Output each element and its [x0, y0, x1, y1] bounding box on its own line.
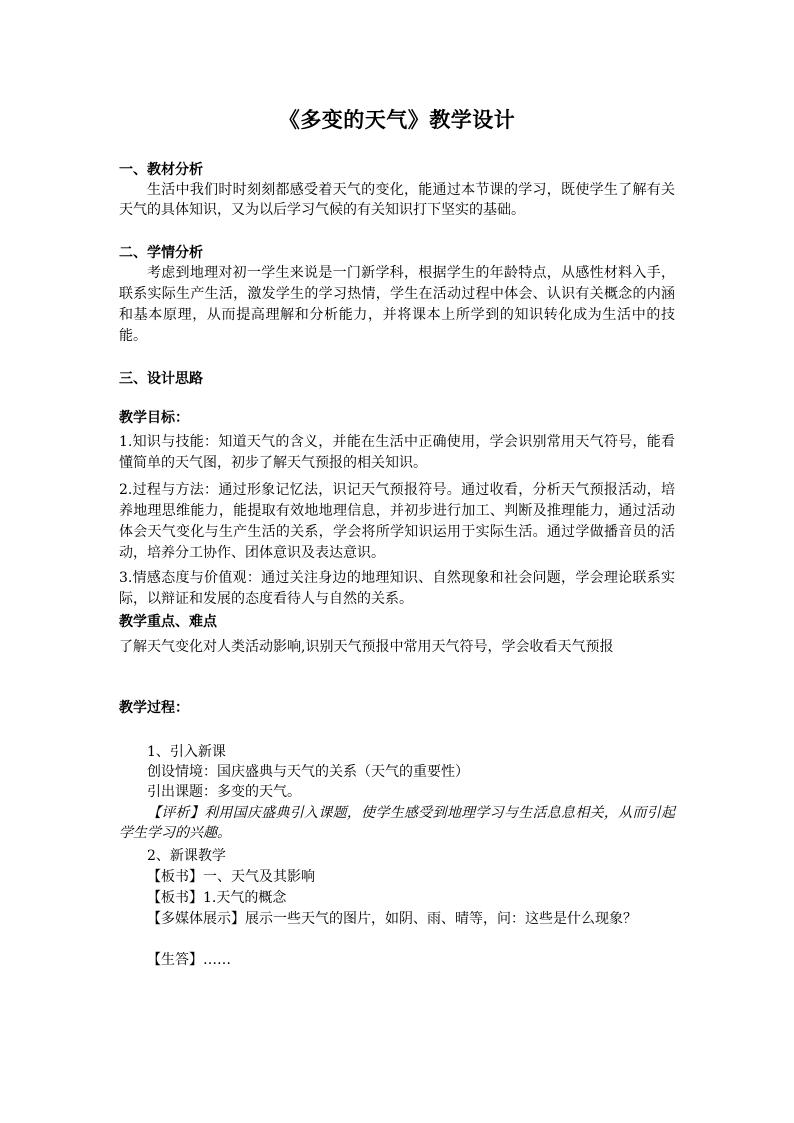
process-board-1: 【板书】一、天气及其影响	[147, 869, 315, 885]
process-comment: 【评析】利用国庆盛典引入课题，使学生感受到地理学习与生活息息相关，从而引起学生学习的兴趣。	[119, 805, 675, 841]
goal-item-process: 2.过程与方法：通过形象记忆法，识记天气预报符号。通过收看，分析天气预报活动，培养地理思维能力，能提取有效地地理信息，并初步进行加工、判断及推理能力，通过活动体会天气变化与生产生活的关系，学会将所学知识运用于实际生活。通过学做播音员的活动，培养分工协作、团体意识及表达意识。	[119, 482, 675, 561]
section-heading-textbook-analysis: 一、教材分析	[119, 162, 203, 178]
key-points-heading: 教学重点、难点	[119, 614, 217, 630]
goal-item-knowledge: 1.知识与技能：知道天气的含义，并能在生活中正确使用，学会识别常用天气符号，能看懂简单的天气图，初步了解天气预报的相关知识。	[119, 434, 675, 471]
section-heading-student-analysis: 二、学情分析	[119, 245, 203, 261]
process-board-2: 【板书】1.天气的概念	[147, 890, 287, 906]
section-body-textbook-analysis: 生活中我们时时刻刻都感受着天气的变化，能通过本节课的学习，既使学生了解有关天气的具体知识，又为以后学习气候的有关知识打下坚实的基础。	[119, 182, 675, 218]
process-scenario: 创设情境：国庆盛典与天气的关系（天气的重要性）	[147, 764, 469, 780]
process-topic: 引出课题：多变的天气。	[147, 784, 301, 800]
process-step-intro: 1、引入新课	[147, 744, 226, 760]
goal-item-attitude: 3.情感态度与价值观：通过关注身边的地理知识、自然现象和社会问题，学会理论联系实际，以辩证和发展的态度看待人与自然的关系。	[119, 570, 675, 607]
section-body-student-analysis: 考虑到地理对初一学生来说是一门新学科，根据学生的年龄特点，从感性材料入手，联系实际生产生活，激发学生的学习热情，学生在活动过程中体会、认识有关概念的内涵和基本原理，从而提高理解和分析能力，并将课本上所学到的知识转化成为生活中的技能。	[119, 265, 675, 344]
key-points-body: 了解天气变化对人类活动影响,识别天气预报中常用天气符号，学会收看天气预报	[119, 639, 614, 655]
process-media: 【多媒体展示】展示一些天气的图片，如阴、雨、晴等，问：这些是什么现象？	[147, 911, 637, 927]
goals-heading: 教学目标：	[119, 410, 189, 426]
section-heading-design-ideas: 三、设计思路	[119, 371, 203, 387]
process-heading: 教学过程：	[119, 700, 189, 716]
process-answer: 【生答】……	[147, 952, 231, 968]
process-step-new-lesson: 2、新课教学	[147, 848, 226, 864]
document-title: 《多变的天气》教学设计	[278, 107, 516, 132]
